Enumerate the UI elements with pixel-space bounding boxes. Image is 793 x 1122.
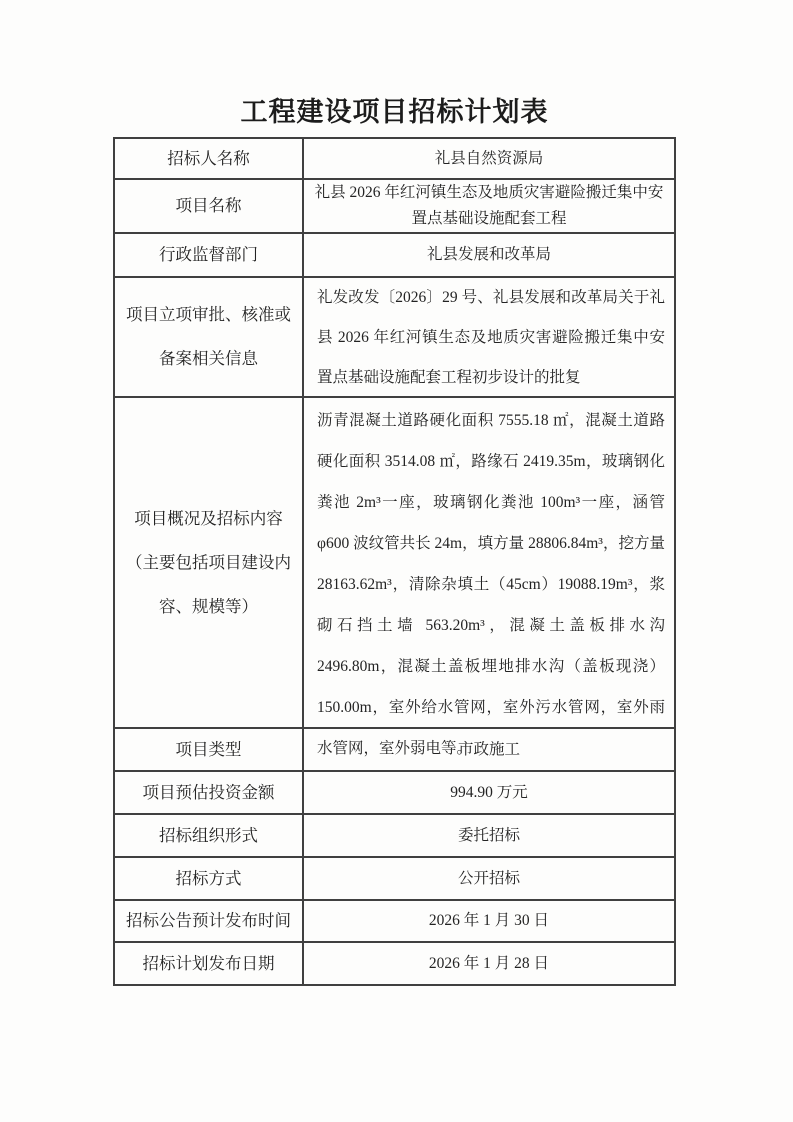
row-value-cell: 2026 年 1 月 30 日 bbox=[428, 912, 550, 929]
row-label-cell: 行政监督部门 bbox=[115, 234, 304, 276]
table-row-organization-form bbox=[115, 815, 674, 858]
row-label-cell: 招标人名称 bbox=[115, 139, 304, 178]
table-row-plan-publish-date bbox=[115, 943, 674, 984]
row-label-cell: 项目立项审批、核准或备案相关信息 bbox=[115, 278, 304, 396]
row-label-cell: 项目名称 bbox=[115, 180, 304, 232]
row-value-cell: 礼县发展和改革局 bbox=[426, 246, 551, 263]
table-row-tenderer-name bbox=[115, 139, 674, 180]
row-value-cell: 994.90 万元 bbox=[450, 783, 528, 801]
row-value-cell: 礼发改发〔2026〕29 号、礼县发展和改革局关于礼县 2026 年红河镇生态及地质灾害避险搬迁集中安置点基础设施配套工程初步设计的批复 bbox=[317, 289, 665, 386]
row-label-cell: 招标组织形式 bbox=[115, 815, 304, 856]
row-label-cell: 招标方式 bbox=[115, 858, 304, 899]
row-value-cell: 2026 年 1 月 28 日 bbox=[428, 954, 550, 972]
row-value-cell: 委托招标 bbox=[457, 826, 520, 844]
document-title: 工程建设项目招标计划表 bbox=[240, 97, 549, 127]
row-value-cell: 市政施工 bbox=[457, 740, 520, 758]
table-row-estimated-investment bbox=[115, 772, 674, 815]
table-row-project-name bbox=[115, 180, 674, 234]
row-value-cell: 礼县 2026 年红河镇生态及地质灾害避险搬迁集中安置点基础设施配套工程 bbox=[314, 184, 664, 227]
row-value-cell: 公开招标 bbox=[457, 869, 520, 887]
table-row-project-type bbox=[115, 729, 674, 772]
table-row-bidding-method bbox=[115, 858, 674, 901]
row-value-cell: 礼县自然资源局 bbox=[434, 149, 544, 167]
row-value-cell: 沥青混凝土道路硬化面积 7555.18 ㎡，混凝土道路硬化面积 3514.08 ㎡，路缘石 2419.35m，玻璃钢化粪池 2m³一座，玻璃钢化粪池 100m³一座，涵管φ600 波纹管共长 24m，填方量 28806.84m³，挖方量 28163.62m³，清除杂填土（45cm）19088.19m³，浆砌石挡土墙 563.20m³，混凝土盖板排水沟 2496.80m，混凝土盖板埋地排水沟（盖板现浇）150.00m，室外给水管网，室外污水管网，室外雨水管网，室外弱电等。 bbox=[317, 412, 665, 757]
row-label-cell: 招标计划发布日期 bbox=[115, 943, 304, 984]
row-label-cell: 项目概况及招标内容（主要包括项目建设内容、规模等） bbox=[115, 398, 304, 727]
row-label-cell: 项目类型 bbox=[115, 729, 304, 770]
table-row-announcement-expected-date bbox=[115, 901, 674, 943]
row-label-cell: 项目预估投资金额 bbox=[115, 772, 304, 813]
table-row-supervision-department bbox=[115, 234, 674, 278]
row-label-cell: 招标公告预计发布时间 bbox=[115, 901, 304, 941]
table-row-approval-info bbox=[115, 278, 674, 398]
bidding-plan-table bbox=[113, 137, 676, 986]
